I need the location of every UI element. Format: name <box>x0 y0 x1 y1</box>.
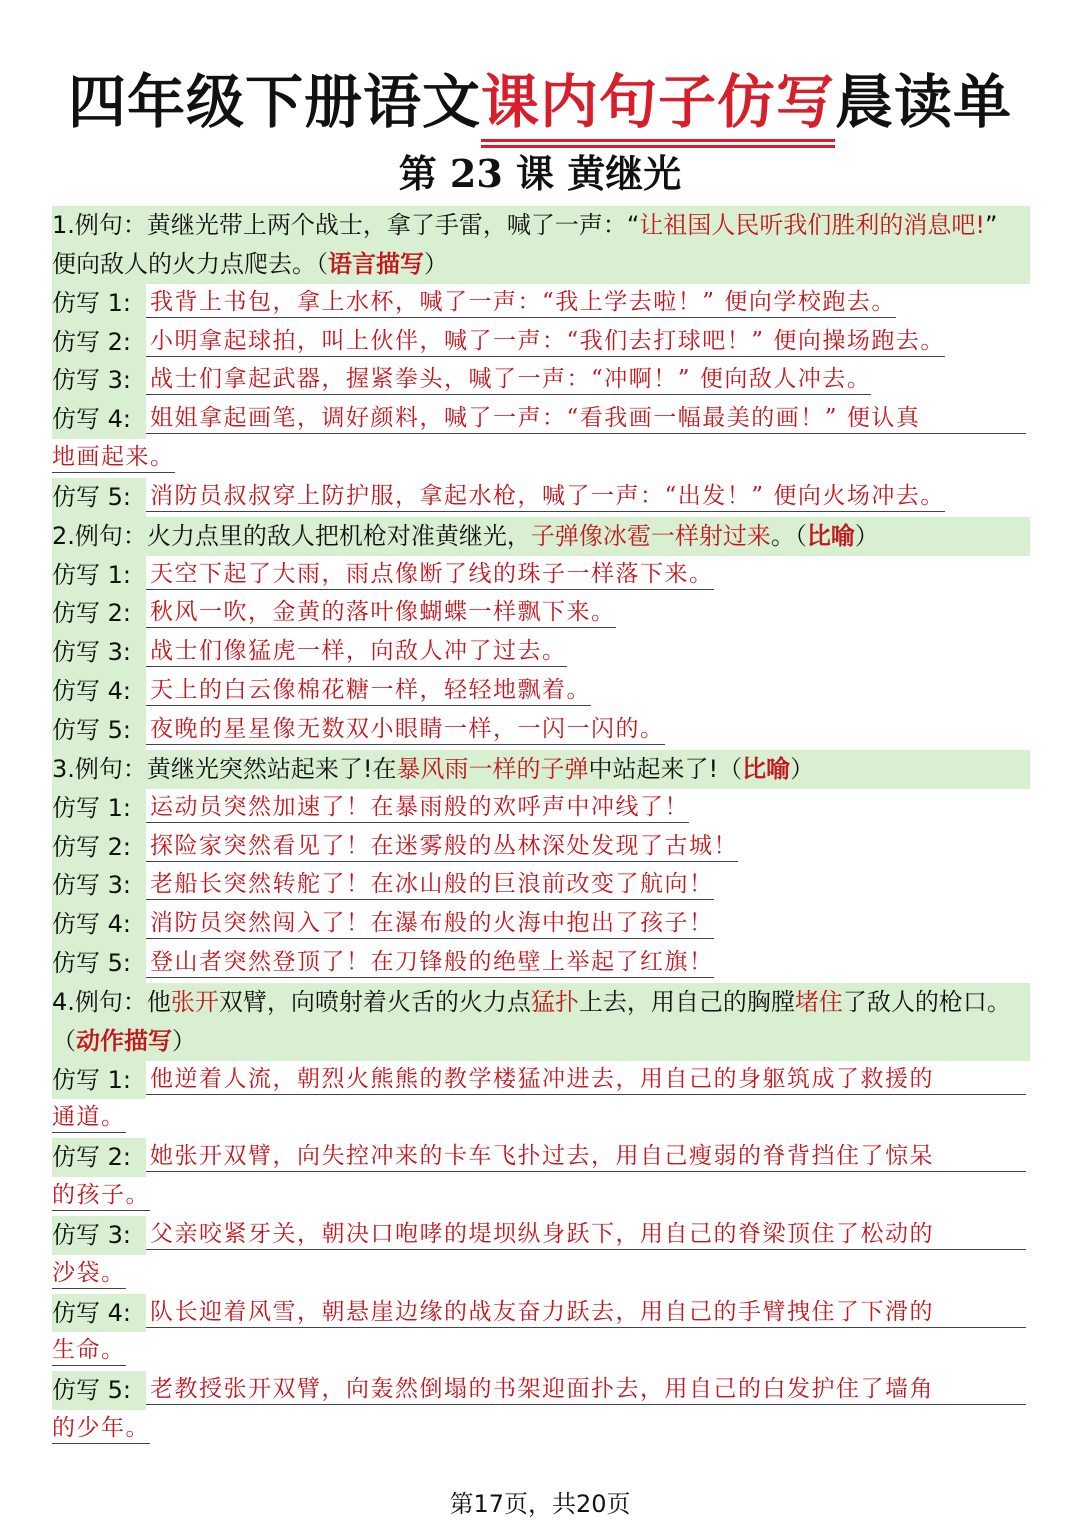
title-highlight: 课内句子仿写 <box>480 68 835 136</box>
imitation-line <box>52 594 1030 633</box>
example-sentence <box>52 750 1030 789</box>
example-text: （ <box>52 1026 76 1055</box>
example-text: ） <box>172 1026 196 1055</box>
imitation-sentence: 父亲咬紧牙关，朝决口咆哮的堤坝纵身跃下，用自己的脊梁顶住了松动的 <box>146 1216 1026 1250</box>
imitation-label: 仿写 1: <box>52 789 146 828</box>
example-text: 中站起来了!（ <box>588 754 743 783</box>
imitation-line <box>52 1332 1030 1371</box>
imitation-sentence: 老船长突然转舵了！在冰山般的巨浪前改变了航向！ <box>146 866 714 900</box>
imitation-line <box>52 439 1030 478</box>
imitation-label: 仿写 5: <box>52 1371 146 1410</box>
imitation-line <box>52 1099 1030 1138</box>
example-text: 双臂，向喷射着火舌的火力点 <box>218 987 531 1016</box>
highlight-text: 动作描写 <box>76 1026 172 1055</box>
imitation-line <box>52 672 1030 711</box>
imitation-line <box>52 556 1030 595</box>
highlight-text: 猛扑 <box>530 987 579 1016</box>
imitation-line <box>52 478 1030 517</box>
imitation-line <box>52 1177 1030 1216</box>
imitation-sentence-continued: 生命。 <box>52 1332 126 1366</box>
example-sentence <box>52 206 1030 284</box>
example-text: ） <box>424 249 448 278</box>
example-text: 4.例句：他 <box>52 987 171 1016</box>
imitation-label: 仿写 4: <box>52 1294 146 1333</box>
imitation-label: 仿写 4: <box>52 672 146 711</box>
imitation-sentence: 夜晚的星星像无数双小眼睛一样，一闪一闪的。 <box>146 711 665 745</box>
example-line <box>52 517 1030 556</box>
imitation-label: 仿写 5: <box>52 711 146 750</box>
imitation-label: 仿写 4: <box>52 400 146 439</box>
imitation-sentence: 天上的白云像棉花糖一样，轻轻地飘着。 <box>146 672 591 706</box>
imitation-label: 仿写 3: <box>52 633 146 672</box>
imitation-line <box>52 1255 1030 1294</box>
imitation-line <box>52 1371 1030 1410</box>
example-line <box>52 1022 1030 1061</box>
example-text: 2.例句：火力点里的敌人把机枪对准黄继光， <box>52 521 531 550</box>
highlight-text: 语言描写 <box>328 249 424 278</box>
highlight-text: 比喻 <box>742 754 791 783</box>
imitation-label: 仿写 4: <box>52 905 146 944</box>
imitation-sentence: 我背上书包，拿上水杯，喊了一声：“我上学去啦！” 便向学校跑去。 <box>146 284 896 318</box>
imitation-line <box>52 361 1030 400</box>
imitation-line <box>52 323 1030 362</box>
imitation-sentence: 队长迎着风雪，朝悬崖边缘的战友奋力跃去，用自己的手臂拽住了下滑的 <box>146 1294 1026 1328</box>
highlight-text: 堵住 <box>794 987 843 1016</box>
imitation-sentence: 天空下起了大雨，雨点像断了线的珠子一样落下来。 <box>146 556 714 590</box>
imitation-sentence: 消防员突然闯入了！在瀑布般的火海中抱出了孩子！ <box>146 905 714 939</box>
imitation-sentence: 她张开双臂，向失控冲来的卡车飞扑过去，用自己瘦弱的脊背挡住了惊呆 <box>146 1138 1026 1172</box>
imitation-label: 仿写 3: <box>52 361 146 400</box>
example-text: 。（ <box>770 521 807 550</box>
example-text: 便向敌人的火力点爬去。（ <box>52 249 328 278</box>
imitation-line <box>52 633 1030 672</box>
page-title <box>0 66 1080 138</box>
page-number: 第17页，共20页 <box>449 1490 631 1518</box>
imitation-label: 仿写 2: <box>52 323 146 362</box>
highlight-text: 让祖国人民听我们胜利的消息吧! <box>639 211 985 239</box>
imitation-sentence: 登山者突然登顶了！在刀锋般的绝壁上举起了红旗！ <box>146 944 714 978</box>
imitation-line <box>52 1061 1030 1100</box>
imitation-label: 仿写 5: <box>52 478 146 517</box>
imitation-line <box>52 1216 1030 1255</box>
imitation-sentence-continued: 沙袋。 <box>52 1255 126 1289</box>
example-text: 上去，用自己的胸膛 <box>578 987 795 1016</box>
imitation-sentence: 消防员叔叔穿上防护服，拿起水枪，喊了一声：“出发！” 便向火场冲去。 <box>146 478 945 512</box>
imitation-label: 仿写 2: <box>52 1138 146 1177</box>
imitation-sentence: 战士们拿起武器，握紧拳头，喊了一声：“冲啊！” 便向敌人冲去。 <box>146 361 871 395</box>
exercise-list <box>52 206 1030 1449</box>
imitation-line <box>52 400 1030 439</box>
imitation-line <box>52 828 1030 867</box>
imitation-sentence-continued: 的孩子。 <box>52 1177 150 1211</box>
imitation-sentence: 姐姐拿起画笔，调好颜料，喊了一声：“看我画一幅最美的画！” 便认真 <box>146 400 1026 434</box>
imitation-label: 仿写 2: <box>52 828 146 867</box>
example-line <box>52 206 1030 245</box>
example-text: ） <box>790 754 815 783</box>
title-part-1: 四年级下册语文 <box>67 68 481 136</box>
example-line <box>52 983 1030 1022</box>
imitation-label: 仿写 1: <box>52 556 146 595</box>
imitation-label: 仿写 1: <box>52 284 146 323</box>
example-text: ） <box>854 521 879 550</box>
example-sentence <box>52 983 1030 1061</box>
imitation-line <box>52 944 1030 983</box>
imitation-sentence: 老教授张开双臂，向轰然倒塌的书架迎面扑去，用自己的白发护住了墙角 <box>146 1371 1026 1405</box>
example-line <box>52 750 1030 789</box>
example-text: 了敌人的枪口。 <box>842 987 1011 1016</box>
imitation-label: 仿写 3: <box>52 1216 146 1255</box>
imitation-line <box>52 1138 1030 1177</box>
imitation-sentence: 探险家突然看见了！在迷雾般的丛林深处发现了古城！ <box>146 828 738 862</box>
imitation-line <box>52 1294 1030 1333</box>
imitation-line <box>52 905 1030 944</box>
example-text: 1.例句：黄继光带上两个战士，拿了手雷，喊了一声：“ <box>52 211 640 239</box>
imitation-label: 仿写 2: <box>52 594 146 633</box>
imitation-sentence-continued: 通道。 <box>52 1099 126 1133</box>
imitation-line <box>52 789 1030 828</box>
example-sentence <box>52 517 1030 556</box>
imitation-line <box>52 711 1030 750</box>
imitation-label: 仿写 1: <box>52 1061 146 1100</box>
lesson-heading: 第 23 课 黄继光 <box>398 151 682 196</box>
imitation-sentence: 战士们像猛虎一样，向敌人冲了过去。 <box>146 633 567 667</box>
highlight-text: 张开 <box>170 987 219 1016</box>
imitation-label: 仿写 5: <box>52 944 146 983</box>
title-part-2: 晨读单 <box>835 68 1013 136</box>
highlight-text: 暴风雨一样的子弹 <box>396 754 589 783</box>
highlight-text: 子弹像冰雹一样射过来 <box>530 521 771 550</box>
imitation-line <box>52 1410 1030 1449</box>
imitation-sentence: 秋风一吹，金黄的落叶像蝴蝶一样飘下来。 <box>146 594 616 628</box>
example-text: 3.例句：黄继光突然站起来了!在 <box>52 754 397 783</box>
imitation-sentence: 运动员突然加速了！在暴雨般的欢呼声中冲线了！ <box>146 789 689 823</box>
example-line <box>52 245 1030 284</box>
highlight-text: 比喻 <box>806 521 855 550</box>
imitation-sentence-continued: 地画起来。 <box>52 439 175 473</box>
imitation-sentence: 他逆着人流，朝烈火熊熊的教学楼猛冲进去，用自己的身躯筑成了救援的 <box>146 1061 1026 1095</box>
imitation-sentence: 小明拿起球拍，叫上伙伴，喊了一声：“我们去打球吧！” 便向操场跑去。 <box>146 323 945 357</box>
imitation-sentence-continued: 的少年。 <box>52 1410 150 1444</box>
imitation-label: 仿写 3: <box>52 866 146 905</box>
imitation-line <box>52 866 1030 905</box>
example-text: ” <box>984 211 998 239</box>
imitation-line <box>52 284 1030 323</box>
